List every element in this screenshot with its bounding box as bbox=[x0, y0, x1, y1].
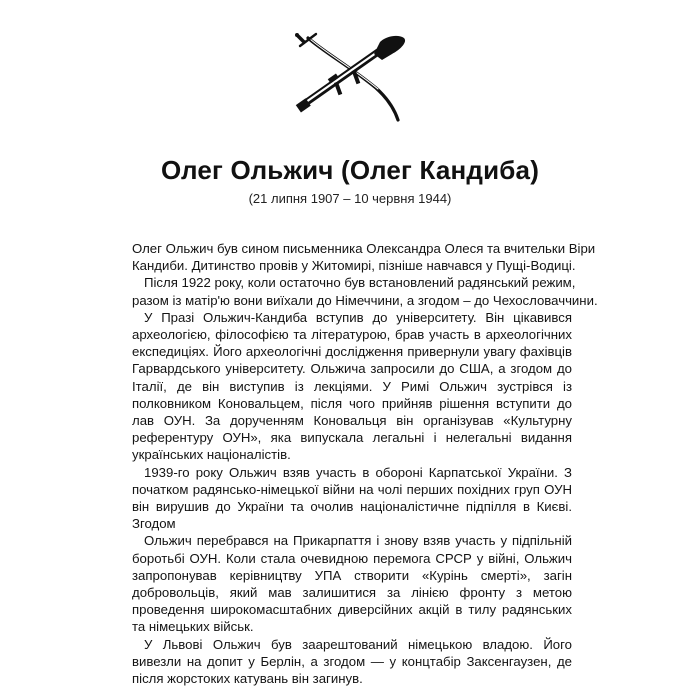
body-line: Олег Ольжич був сином письменника Олександра Олеся та вчительки Віри bbox=[132, 241, 596, 256]
body-paragraph: 1939-го року Ольжич взяв участь в обороні Карпатської України. З початком радянсько-німецької війни на чолі перших похідних груп ОУН він вирушив до України та очолив націоналістичне підпілля в Києві. Згодом bbox=[132, 464, 572, 532]
paragraph-prague bbox=[132, 309, 572, 464]
body-line: Після 1922 року, коли остаточно був встановлений радянський режим, bbox=[144, 275, 576, 291]
paragraph-carpathia bbox=[132, 532, 572, 635]
body-paragraph: Ольжич перебрався на Прикарпаття і знову взяв участь у підпільній боротьбі ОУН. Коли стала очевидною перемога СРСР у війні, Ольжич запропонував керівництву УПА створити «Курінь смерті», загін добровольців, який мав залишитися за лінією фронту з метою проведення широкомасштабних диверсійних акцій в тилу радянських та німецьких військ. bbox=[132, 533, 572, 635]
body-line: разом із матір'ю вони виїхали до Німеччини, а згодом – до Чехословаччини. bbox=[132, 292, 598, 308]
paragraph-1939 bbox=[132, 464, 572, 533]
body-line: Кандиби. Дитинство провів у Житомирі, пізніше навчався у Пущі-Водиці. bbox=[132, 258, 576, 274]
page-title: Олег Ольжич (Олег Кандиба) bbox=[160, 155, 540, 185]
crossed-sabre-and-grenade-launcher-icon bbox=[294, 30, 412, 126]
body-paragraph: У Празі Ольжич-Кандиба вступив до університету. Він цікавився археологією, філософією та літературою, брав участь в археологічних експедиціях. Його археологічні дослідження привернули увагу фахівців Гарвардського університету. Ольжича запросили до США, а згодом до Італії, де він виступив із лекціями. У Римі Ольжич зустрівся із полковником Коновальцем, після чого прийняв рішення вступити до лав ОУН. За дорученням Коновальця він організував «Культурну референтуру ОУН», яка випускала легальні і нелегальні видання українських націоналістів. bbox=[132, 309, 572, 463]
paragraph-lviv bbox=[132, 636, 572, 688]
article-body bbox=[132, 240, 598, 687]
life-dates: (21 липня 1907 – 10 червня 1944) bbox=[248, 191, 452, 206]
body-paragraph: У Львові Ольжич був заарештований німецькою владою. Його вивезли на допит у Берлін, а згодом — у концтабір Заксенгаузен, де після жорстоких катувань він загинув. bbox=[132, 636, 572, 687]
